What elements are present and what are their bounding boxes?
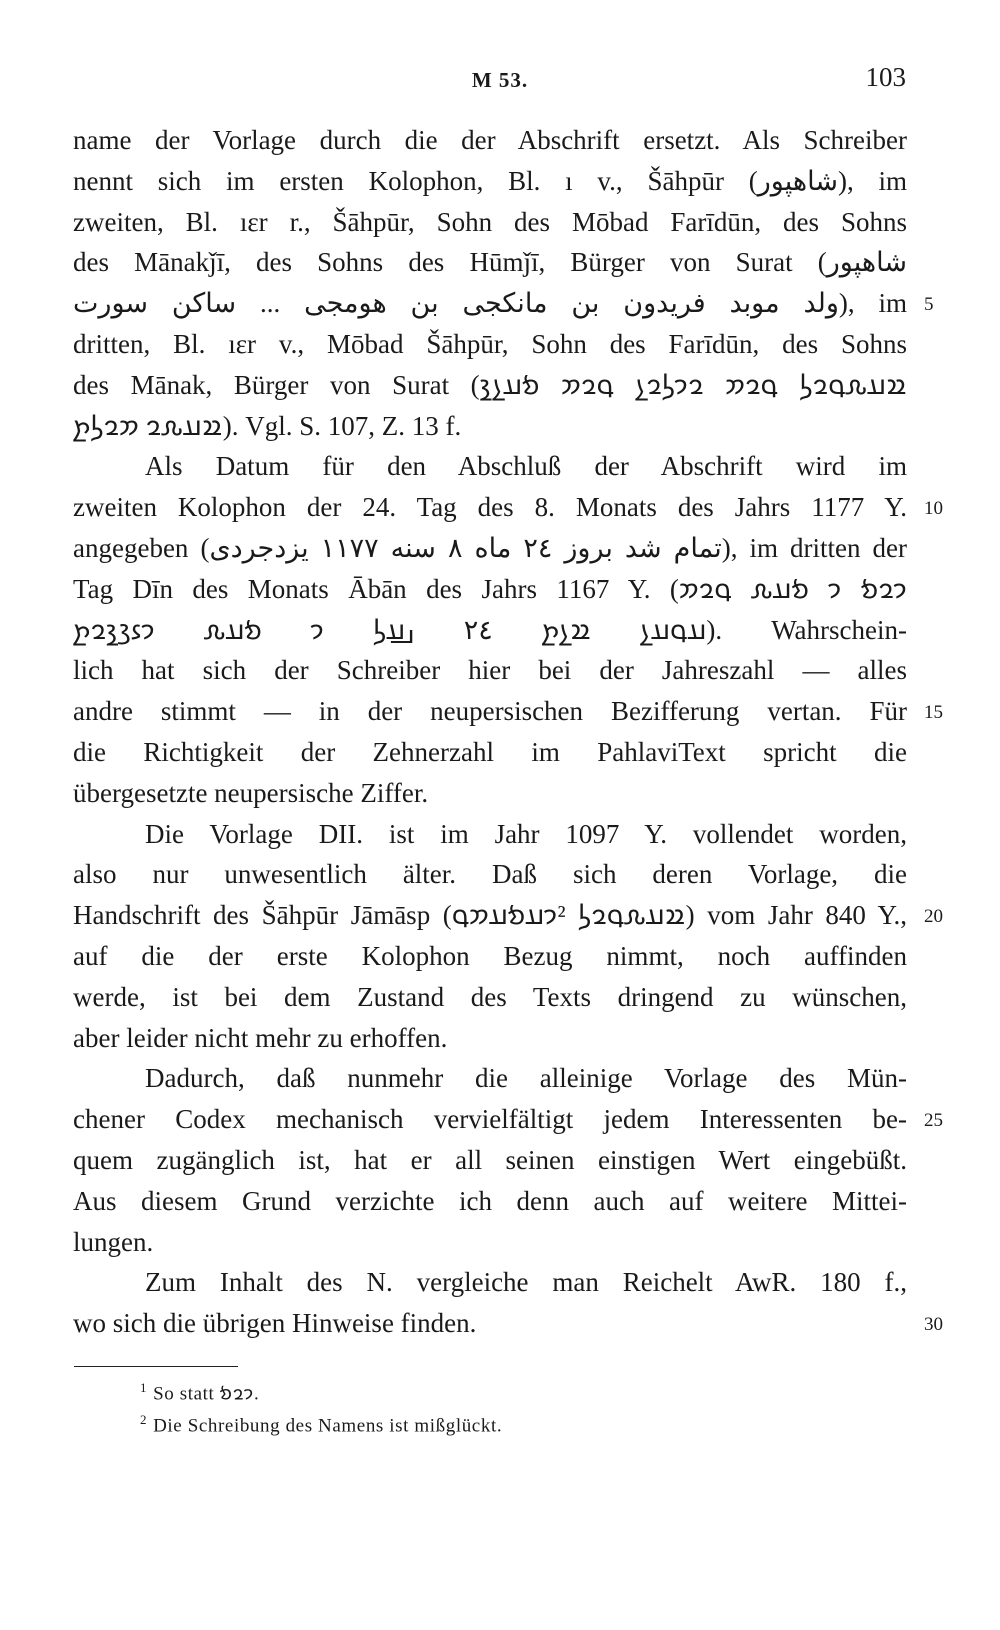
line-text: Zum Inhalt des N. vergleiche man Reichelt AwR. 180 f., [145,1267,907,1298]
line-text: 𐭠𐭯𐭠𐭭 𐭱𐭭𐭲 ٢٤ 𐭡𐭠𐭫 𐭩 𐭬𐭠𐭧 𐭩𐭦𐭣𐭪𐭥𐭲). Wahrschein- [73,614,907,645]
line-text: zweiten, Bl. ıεr r., Šāhpūr, Sohn des Mōbad Farīdūn, des Sohns [73,206,907,237]
text-line [73,487,943,528]
text-line [73,406,907,447]
text-line [73,895,943,936]
line-number: 15 [924,702,943,724]
line-text: chener Codex mechanisch vervielfältigt jedem Interessenten be- [73,1104,907,1135]
footnote-rule [74,1366,238,1367]
line-number: 25 [924,1110,943,1132]
line-text: quem zugänglich ist, hat er all seinen einstigen Wert eingebüßt. [73,1144,907,1175]
text-line [73,528,907,569]
text-line [73,1018,907,1059]
footnote-text: So statt 𐭩𐭥𐭬. [153,1383,260,1405]
text-line [73,773,907,814]
running-head: M 53. [471,68,529,92]
text-line [73,977,907,1018]
line-text: ولد موبد فریدون بن مانکجی بن هومجی ... ساکن سورت), im [73,288,907,319]
footnote-mark: 1 [140,1380,148,1395]
text-line [73,446,907,487]
text-line [73,1181,907,1222]
line-text: Handschrift des Šāhpūr Jāmāsp (𐭱𐭠𐭧𐭯𐭥𐭫 ²𐭩𐭠𐭬𐭠𐭮𐭯) vom Jahr 840 Y., [73,900,908,931]
line-text: Als Datum für den Abschluß der Abschrift wird im [145,451,907,482]
line-text: nennt sich im ersten Kolophon, Bl. ı v., Šāhpūr (شاهپور), im [73,165,907,196]
text-line [73,691,943,732]
line-text: 𐭱𐭠𐭧𐭥 𐭮𐭥𐭫𐭲). Vgl. S. 107, Z. 13 f. [73,410,462,441]
line-text: name der Vorlage durch die der Abschrift ersetzt. Als Schreiber [73,125,907,155]
text-line [73,732,907,773]
body-text [73,120,943,1344]
line-text: dritten, Bl. ıεr v., Mōbad Šāhpūr, Sohn des Farīdūn, des Sohns [73,328,907,359]
line-number: 20 [924,906,943,928]
line-text: werde, ist bei dem Zustand des Texts dringend zu wünschen, [73,981,907,1012]
line-text: Tag Dīn des Monats Ābān des Jahrs 1167 Y. (𐭩𐭥𐭬 𐭩 𐭬𐭠𐭧 𐭯𐭥𐭮 [73,573,908,604]
text-line [73,120,907,161]
footnotes [140,1372,840,1436]
line-text: lich hat sich der Schreiber hier bei der Jahreszahl — alles [73,655,907,686]
line-text: auf die der erste Kolophon Bezug nimmt, noch auffinden [73,940,907,971]
text-line [73,283,934,324]
line-number: 30 [924,1314,943,1336]
text-line [73,1058,907,1099]
footnote [140,1404,840,1436]
line-text: die Richtigkeit der Zehnerzahl im PahlaviText spricht die [73,736,907,767]
text-line [73,202,907,243]
line-text: also nur unwesentlich älter. Daß sich deren Vorlage, die [73,859,907,890]
line-number: 5 [924,294,934,316]
text-line [73,650,907,691]
line-text: lungen. [73,1226,154,1257]
text-line [73,1222,907,1263]
text-line [73,365,907,406]
text-line [73,1262,907,1303]
footnote [140,1372,840,1404]
line-text: zweiten Kolophon der 24. Tag des 8. Monats des Jahrs 1177 Y. [73,492,907,523]
text-line [73,242,907,283]
page-header [0,62,1000,102]
footnote-text: Die Schreibung des Namens ist mißglückt. [153,1415,503,1437]
text-line [73,161,907,202]
footnote-mark: 2 [140,1412,148,1427]
text-line [73,936,907,977]
text-line [73,814,907,855]
text-line [73,1303,943,1344]
line-text: übergesetzte neupersische Ziffer. [73,777,429,808]
text-line [73,324,907,365]
line-text: aber leider nicht mehr zu erhoffen. [73,1022,448,1053]
text-line [73,1140,907,1181]
line-text: Aus diesem Grund verzichte ich denn auch auf weitere Mittei- [73,1185,907,1216]
page-number: 103 [865,62,906,92]
line-text: wo sich die übrigen Hinweise finden. [73,1308,477,1339]
line-text: andre stimmt — in der neupersischen Bezifferung vertan. Für [73,696,907,727]
line-number: 10 [924,498,943,520]
text-line [73,1099,943,1140]
line-text: Die Vorlage DII. ist im Jahr 1097 Y. vollendet worden, [145,818,907,849]
text-line [73,569,907,610]
line-text: des Mānak, Bürger von Surat (𐭱𐭠𐭧𐭯𐭥𐭫 𐭯𐭥𐭮 𐭥𐭩𐭫𐭥𐭭 𐭯𐭥𐭮 𐭬𐭠𐭭𐭪 [73,369,907,400]
text-line [73,854,907,895]
line-text: Dadurch, daß nunmehr die alleinige Vorlage des Mün- [145,1063,907,1094]
line-text: angegeben (تمام شد بروز ٢٤ ماه ٨ سنه ١١٧٧ یزدجردی), im dritten der [73,532,908,563]
text-line [73,610,907,651]
line-text: des Mānakǰī, des Sohns des Hūmǰī, Bürger von Surat (شاهپور [73,247,907,278]
